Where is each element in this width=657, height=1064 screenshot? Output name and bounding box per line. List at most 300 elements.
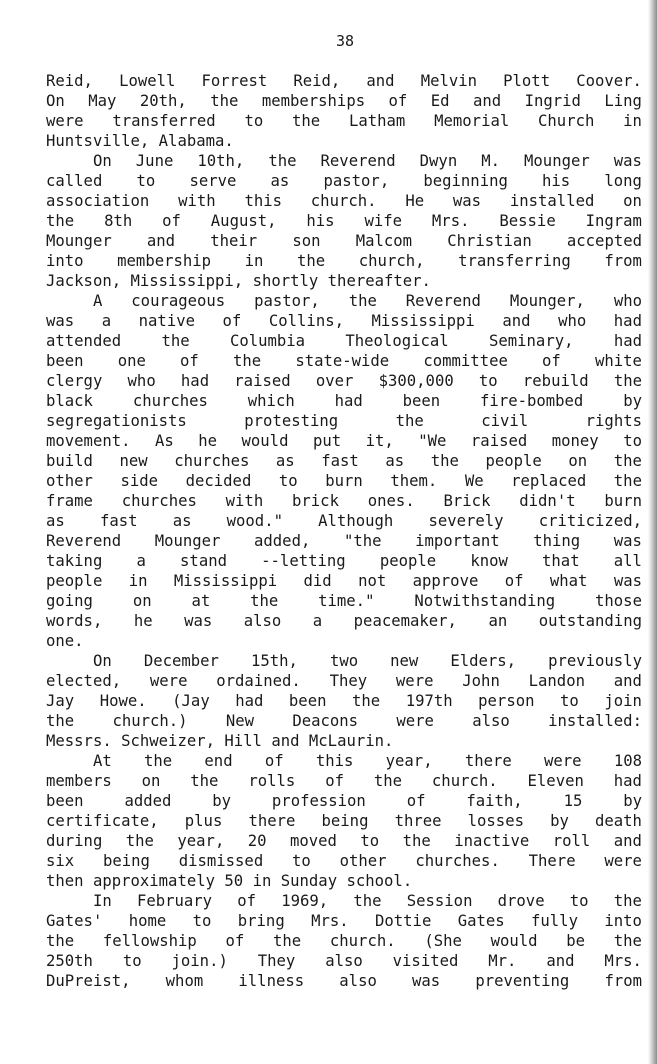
word: to <box>478 372 498 390</box>
word: rebuild <box>522 372 589 390</box>
word: Malcom <box>355 232 413 250</box>
word: be <box>566 932 586 950</box>
word: Mounger <box>154 532 221 550</box>
word: were <box>149 672 188 690</box>
word: visited <box>392 952 459 970</box>
word: M. <box>481 152 501 170</box>
word: church, <box>358 252 425 270</box>
word: Notwithstanding <box>414 592 556 610</box>
word: Huntsville, <box>46 132 150 150</box>
word: church. <box>329 932 396 950</box>
text-line <box>46 751 642 771</box>
text-line <box>46 451 642 471</box>
text-line <box>46 391 642 411</box>
word: by <box>550 812 569 830</box>
word: churches <box>132 392 208 410</box>
word: bring <box>237 912 285 930</box>
word: Memorial <box>434 112 510 130</box>
word: raised <box>234 372 291 390</box>
word: called <box>46 172 103 190</box>
word: Jackson, <box>46 272 122 290</box>
text-line <box>46 371 642 391</box>
word: pastor, <box>254 292 320 310</box>
word: then <box>46 872 84 890</box>
text-line <box>46 311 642 331</box>
word: Mississippi <box>173 572 278 590</box>
word: did <box>303 572 332 590</box>
text-line <box>46 591 642 611</box>
text-line <box>46 791 642 811</box>
word: Mrs. <box>311 912 349 930</box>
word: also <box>339 972 377 990</box>
word: by <box>212 792 232 810</box>
word: those <box>595 592 642 610</box>
text-line <box>46 351 642 371</box>
word: them. <box>390 472 438 490</box>
word: side <box>120 472 159 490</box>
word: also <box>325 952 363 970</box>
word: illness <box>238 972 305 990</box>
word: and <box>366 72 395 90</box>
word: the <box>46 932 75 950</box>
word: inactive <box>454 832 530 850</box>
word: on <box>623 192 642 210</box>
word: and <box>502 312 531 330</box>
word: transferring <box>458 252 571 270</box>
word: their <box>210 232 258 250</box>
word: thing <box>533 532 581 550</box>
word: added, <box>254 532 311 550</box>
word: being <box>321 812 369 830</box>
word: profession <box>271 792 366 810</box>
text-line <box>46 951 642 971</box>
word: Ingrid <box>524 92 581 110</box>
word: Howe. <box>99 692 147 710</box>
text-line <box>46 71 642 91</box>
word: put <box>312 432 342 450</box>
word: year, <box>385 752 433 770</box>
word: to <box>360 832 380 850</box>
word: as <box>385 452 405 470</box>
word: and <box>146 232 176 250</box>
word: and <box>613 832 642 850</box>
word: 108 <box>613 752 642 770</box>
word: the <box>353 892 382 910</box>
word: also <box>243 612 282 630</box>
text-line <box>46 331 642 351</box>
word: churches <box>174 452 250 470</box>
word: had <box>613 312 642 330</box>
word: Melvin <box>420 72 478 90</box>
word: fast <box>321 452 359 470</box>
word: 250th <box>46 952 93 970</box>
word: ordained. <box>216 672 301 690</box>
word: Ling <box>604 92 642 110</box>
text-line <box>46 151 642 171</box>
word: Mississippi <box>371 312 475 330</box>
word: taking <box>46 552 103 570</box>
word: been <box>46 792 84 810</box>
word: death <box>594 812 642 830</box>
word: Mounger <box>524 152 590 170</box>
word: 20 <box>247 832 267 850</box>
word: to <box>623 432 642 450</box>
word: frame <box>46 492 93 510</box>
word: as <box>270 172 290 190</box>
word: had <box>613 332 642 350</box>
word: Latham <box>348 112 406 130</box>
word: words, <box>46 612 103 630</box>
word: it, <box>365 432 394 450</box>
word: on <box>568 452 588 470</box>
word: rolls <box>248 772 296 790</box>
word: decided <box>185 472 252 490</box>
text-line <box>46 771 642 791</box>
word: of <box>325 772 344 790</box>
word: 197th <box>405 692 453 710</box>
word: the <box>125 832 154 850</box>
word: In <box>93 892 112 910</box>
word: the <box>613 932 642 950</box>
word: the <box>161 332 190 350</box>
word: the <box>613 372 642 390</box>
word: They <box>257 952 296 970</box>
word: other <box>46 472 93 490</box>
word: also <box>472 712 510 730</box>
word: burn <box>604 492 642 510</box>
word: of <box>542 352 561 370</box>
word: who <box>558 312 587 330</box>
word: in <box>244 252 264 270</box>
word: on <box>141 772 161 790</box>
word: New <box>225 712 255 730</box>
word: Mrs. <box>604 952 642 970</box>
word: had <box>235 692 264 710</box>
word: Bessie <box>499 212 556 230</box>
word: attended <box>46 332 122 350</box>
word: join.) <box>171 952 228 970</box>
word: to <box>244 112 264 130</box>
word: Alabama. <box>158 132 234 150</box>
word: people <box>485 452 542 470</box>
word: one <box>117 352 146 370</box>
word: were <box>46 112 84 130</box>
word: 50 <box>224 872 244 890</box>
word: people <box>379 552 437 570</box>
word: Church <box>538 112 595 130</box>
word: raised <box>470 432 528 450</box>
text-line <box>46 691 642 711</box>
scan-edge-shadow <box>648 0 657 1064</box>
word: time." <box>318 592 375 610</box>
word: the <box>373 772 403 790</box>
text-line <box>46 271 642 291</box>
word: beginning <box>423 172 508 190</box>
word: installed <box>509 192 595 210</box>
word: On <box>46 92 65 110</box>
word: We <box>464 472 484 490</box>
word: faith, <box>466 792 523 810</box>
page-number: 38 <box>335 32 355 50</box>
word: Gates <box>457 912 505 930</box>
word: build <box>46 452 93 470</box>
word: know <box>470 552 508 570</box>
word: all <box>613 552 642 570</box>
word: was <box>452 192 482 210</box>
word: the <box>268 152 297 170</box>
word: --letting <box>261 552 346 570</box>
word: and <box>271 732 300 750</box>
word: Dottie <box>375 912 432 930</box>
text-line <box>46 671 642 691</box>
word: of <box>222 312 242 330</box>
word: A <box>93 292 103 310</box>
word: were <box>395 672 434 690</box>
word: accepted <box>566 232 642 250</box>
text-line <box>46 871 642 891</box>
text-line <box>46 91 642 111</box>
word: Mississippi, <box>130 272 244 290</box>
word: losses <box>467 812 524 830</box>
word: from <box>604 252 642 270</box>
word: in <box>252 872 272 890</box>
word: criticized, <box>538 512 642 530</box>
word: his <box>542 172 571 190</box>
word: 15th, <box>250 652 298 670</box>
word: his <box>306 212 335 230</box>
word: of <box>504 572 524 590</box>
word: movement. <box>46 432 131 450</box>
word: John <box>462 672 500 690</box>
word: peacemaker, <box>353 612 457 630</box>
word: wife <box>364 212 403 230</box>
word: Sunday <box>280 872 338 890</box>
word: On <box>93 152 112 170</box>
word: to <box>122 952 142 970</box>
word: to <box>292 852 311 870</box>
word: he <box>133 612 153 630</box>
word: into <box>604 912 642 930</box>
word: 15 <box>563 792 583 810</box>
word: segregationists <box>46 412 187 430</box>
word: of <box>180 352 199 370</box>
word: was <box>613 152 642 170</box>
text-line <box>46 251 642 271</box>
word: brick <box>292 492 339 510</box>
word: who <box>613 292 642 310</box>
word: of <box>225 932 245 950</box>
word: Mrs. <box>431 212 470 230</box>
word: McLaurin. <box>308 732 394 750</box>
text-line <box>46 471 642 491</box>
text-line <box>46 571 642 591</box>
word: and <box>613 672 642 690</box>
word: June <box>135 152 174 170</box>
word: Reid, <box>46 72 93 90</box>
word: shortly <box>252 272 319 290</box>
word: the <box>348 292 377 310</box>
text-line <box>46 411 642 431</box>
word: Mr. <box>488 952 517 970</box>
word: of <box>388 92 408 110</box>
word: the <box>395 412 424 430</box>
word: this <box>244 192 282 210</box>
word: "the <box>343 532 382 550</box>
word: person <box>478 692 535 710</box>
word: Deacons <box>292 712 359 730</box>
word: other <box>339 852 387 870</box>
word: by <box>623 792 642 810</box>
word: stand <box>180 552 227 570</box>
text-line <box>46 891 642 911</box>
word: August, <box>210 212 277 230</box>
word: 8th <box>104 212 133 230</box>
word: at <box>191 592 211 610</box>
word: would <box>490 932 538 950</box>
word: fire-bombed <box>480 392 584 410</box>
word: the <box>190 772 219 790</box>
text-line <box>46 651 642 671</box>
word: by <box>623 392 642 410</box>
word: Reid, <box>293 72 341 90</box>
text-line <box>46 531 642 551</box>
word: courageous <box>131 292 226 310</box>
word: he <box>198 432 218 450</box>
word: Ingram <box>585 212 642 230</box>
word: memberships <box>261 92 366 110</box>
word: Reverend <box>405 292 481 310</box>
word: over <box>315 372 354 390</box>
word: had <box>613 772 642 790</box>
word: plus <box>184 812 223 830</box>
word: were <box>396 712 434 730</box>
word: three <box>394 812 442 830</box>
word: On <box>93 652 112 670</box>
word: of <box>264 752 284 770</box>
word: in <box>128 572 148 590</box>
word: There <box>528 852 576 870</box>
text-line <box>46 171 642 191</box>
word: to <box>560 692 579 710</box>
word: as <box>275 452 295 470</box>
word: replaced <box>511 472 587 490</box>
word: was <box>613 572 642 590</box>
text-line <box>46 631 642 651</box>
word: black <box>46 392 93 410</box>
word: had <box>180 372 210 390</box>
word: Although <box>318 512 394 530</box>
word: to <box>136 172 156 190</box>
word: was <box>613 532 642 550</box>
word: approve <box>412 572 479 590</box>
word: He <box>405 192 425 210</box>
word: of <box>406 792 426 810</box>
word: Elders, <box>450 652 517 670</box>
word: been <box>288 692 327 710</box>
word: been <box>46 352 84 370</box>
word: Reverend <box>320 152 396 170</box>
word: roll <box>552 832 591 850</box>
word: committee <box>423 352 508 370</box>
word: churches <box>121 492 197 510</box>
text-line <box>46 491 642 511</box>
word: the <box>297 252 326 270</box>
word: year, <box>177 832 225 850</box>
text-line <box>46 931 642 951</box>
word: there <box>464 752 512 770</box>
word: burn <box>325 472 363 490</box>
word: the <box>210 92 239 110</box>
word: churches. <box>415 852 500 870</box>
word: new <box>119 452 148 470</box>
text-line <box>46 291 642 311</box>
text-line <box>46 431 642 451</box>
word: Columbia <box>229 332 306 350</box>
word: would <box>241 432 289 450</box>
word: the <box>613 452 642 470</box>
text-line <box>46 551 642 571</box>
word: two <box>329 652 359 670</box>
word: church.) <box>112 712 188 730</box>
word: certificate, <box>46 812 159 830</box>
word: Seminary, <box>488 332 574 350</box>
word: moved <box>290 832 337 850</box>
word: and <box>546 952 575 970</box>
word: a <box>136 552 146 570</box>
word: school. <box>346 872 413 890</box>
text-line <box>46 191 642 211</box>
word: was <box>184 612 213 630</box>
word: the <box>402 832 431 850</box>
word: previously <box>548 652 642 670</box>
word: protesting <box>244 412 339 430</box>
word: money <box>551 432 599 450</box>
text-line <box>46 711 642 731</box>
word: May <box>88 92 117 110</box>
word: elected, <box>46 672 122 690</box>
word: $300,000 <box>378 372 454 390</box>
word: Collins, <box>268 312 344 330</box>
word: on <box>132 592 152 610</box>
word: December <box>143 652 219 670</box>
text-line <box>46 231 642 251</box>
word: association <box>46 192 150 210</box>
word: ones. <box>367 492 415 510</box>
word: one. <box>46 632 84 650</box>
word: Messrs. <box>46 732 112 750</box>
word: Eleven <box>527 772 584 790</box>
word: severely <box>428 512 504 530</box>
word: native <box>138 312 195 330</box>
word: Mounger <box>46 232 112 250</box>
word: 20th, <box>139 92 187 110</box>
text-line <box>46 851 642 871</box>
word: the <box>292 112 321 130</box>
word: being <box>102 852 150 870</box>
word: Schweizer, <box>121 732 215 750</box>
word: Mounger, <box>509 292 585 310</box>
word: Plott <box>503 72 551 90</box>
word: state-wide <box>295 352 390 370</box>
word: been <box>402 392 441 410</box>
word: was <box>46 312 75 330</box>
word: the <box>613 892 642 910</box>
word: approximately <box>92 872 216 890</box>
word: Christian <box>447 232 532 250</box>
word: civil <box>481 412 529 430</box>
word: 1969, <box>281 892 329 910</box>
word: membership <box>117 252 212 270</box>
